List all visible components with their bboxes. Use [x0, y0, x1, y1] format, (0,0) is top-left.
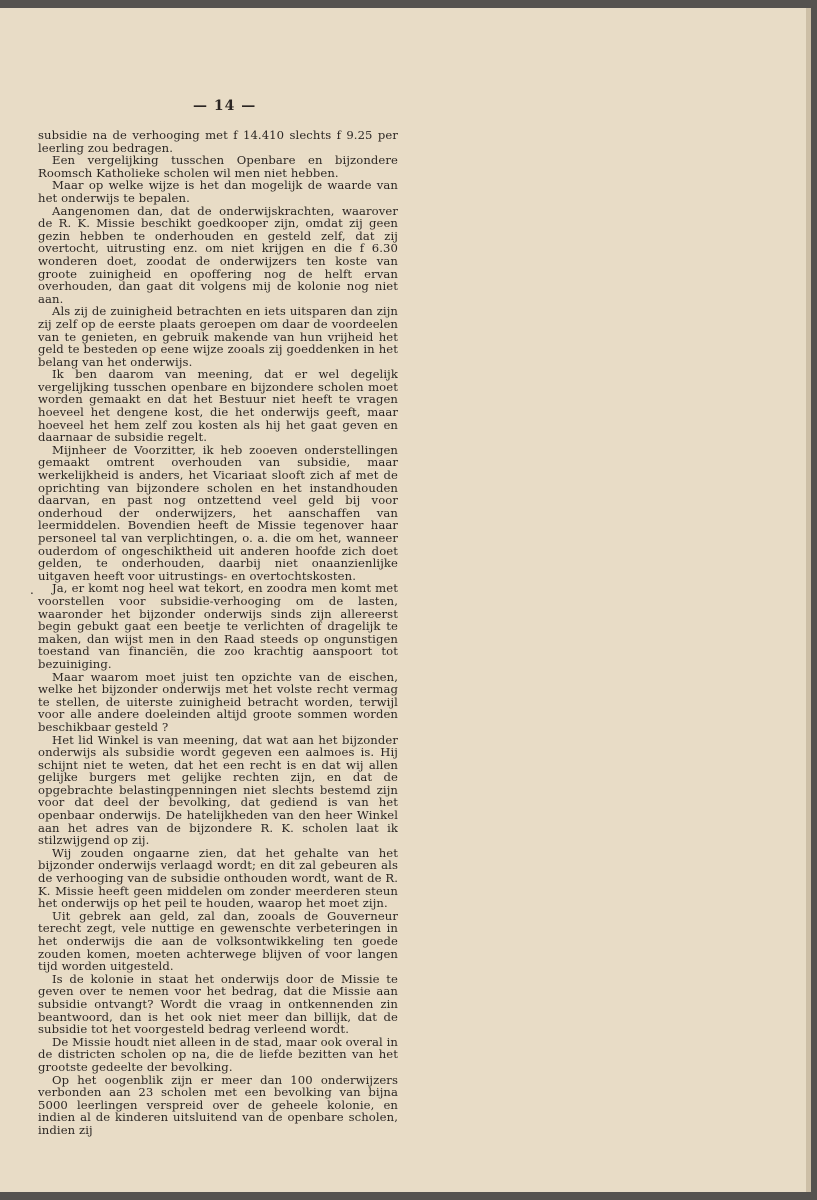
paragraph: Maar waarom moet juist ten opzichte van de eischen, welke het bijzonder onderwijs met het volste recht vermag te stellen, de uiterste zuinigheid betracht worden, terwijl voor alle andere doeleinden altijd groote sommen worden beschikbaar gesteld ? [38, 669, 398, 734]
paragraph: Als zij de zuinigheid betrachten en iets uitsparen dan zijn zij zelf op de eerste plaats geroepen om daar de voordeelen van te genieten, en gebruik makende van hun vrijheid het geld te besteden op eene wijze zooals zij goeddenken in het belang van het onderwijs. [38, 304, 398, 369]
page-number: — 14 — [193, 98, 257, 114]
paragraph: De Missie houdt niet alleen in de stad, maar ook overal in de districten scholen op na, die de liefde bezitten van het grootste gedeelte der bevolking. [38, 1034, 398, 1074]
paragraph: Ik ben daarom van meening, dat er wel degelijk vergelijking tusschen openbare en bijzondere scholen moet worden gemaakt en dat het Bestuur niet heeft te vragen hoeveel het dengene kost, die het onderwijs geeft, maar hoeveel het hem zelf zou kosten als hij het gaat geven en daarnaar de subsidie regelt. [38, 367, 398, 445]
paragraph: Maar op welke wijze is het dan mogelijk de waarde van het onderwijs te bepalen. [38, 178, 398, 205]
document-page [0, 8, 806, 1192]
margin-mark: . [30, 583, 34, 597]
paragraph: Wij zouden ongaarne zien, dat het gehalte van het bijzonder onderwijs verlaagd wordt; en dit zal gebeuren als de verhooging van de subsidie onthouden wordt, want de R. K. Missie heeft geen middelen om zonder meerderen steun het onderwijs op het peil te houden, waarop het moet zijn. [38, 845, 398, 911]
paragraph: Mijnheer de Voorzitter, ik heb zooeven onderstellingen gemaakt omtrent overhouden van subsidie, maar werkelijkheid is anders, het Vicariaat slooft zich af met de oprichting van bijzondere scholen en het instandhouden daarvan, en past nog ontzettend veel geld bij voor onderhoud der onderwijzers, het aanschaffen van leermiddelen. Bovendien heeft de Missie tegenover haar personeel tal van verplichtingen, o. a. die om het, wanneer ouderdom of ongeschiktheid uit anderen hoofde zich doet gelden, te onderhouden, daarbij niet onaanzienlijke uitgaven heeft voor uitrustings- en overtochtskosten. [38, 442, 398, 583]
paragraph: subsidie na de verhooging met f 14.410 slechts f 9.25 per leerling zou bedragen. [38, 128, 398, 155]
paragraph: Ja, er komt nog heel wat tekort, en zoodra men komt met voorstellen voor subsidie-verhooging om de lasten, waaronder het bijzonder onderwijs sinds zijn allereerst begin gebukt gaat een beetje te verlichten of dragelijk te maken, dan wijst men in den Raad steeds op ongunstigen toestand van financiën, die zoo krachtig aanspoort tot bezuiniging. [38, 581, 398, 671]
paragraph: Het lid Winkel is van meening, dat wat aan het bijzonder onderwijs als subsidie wordt gegeven een aalmoes is. Hij schijnt niet te weten, dat het een recht is en dat wij allen gelijke burgers met gelijke rechten zijn, en dat de opgebrachte belastingpenningen niet slechts bestemd zijn voor dat deel der bevolking, dat gediend is van het openbaar onderwijs. De hatelijkheden van den heer Winkel aan het adres van de bijzondere R. K. scholen laat ik stilzwijgend op zij. [38, 732, 398, 848]
body-text [38, 129, 398, 1137]
paragraph: Aangenomen dan, dat de onderwijskrachten, waarover de R. K. Missie beschikt goedkooper zijn, omdat zij geen gezin hebben te onderhouden en gesteld zelf, dat zij overtocht, uitrusting enz. om niet krijgen en die f 6.30 wonderen doet, zoodat de onderwijzers ten koste van groote zuinigheid en opoffering nog de helft ervan overhouden, dan gaat dit volgens mij de kolonie nog niet aan. [38, 203, 398, 306]
paragraph: Uit gebrek aan geld, zal dan, zooals de Gouverneur terecht zegt, vele nuttige en gewenschte verbeteringen in het onderwijs die aan de volksontwikkeling ten goede zouden komen, moeten achterwege blijven of voor langen tijd worden uitgesteld. [38, 908, 398, 974]
page-fold-edge [806, 8, 811, 1192]
paragraph: Is de kolonie in staat het onderwijs door de Missie te geven over te nemen voor het bedrag, dat die Missie aan subsidie ontvangt? Wordt die vraag in ontkennenden zin beantwoord, dan is het ook niet meer dan billijk, dat de subsidie tot het voorgesteld bedrag verleend wordt. [38, 971, 398, 1037]
paragraph: Op het oogenblik zijn er meer dan 100 onderwijzers verbonden aan 23 scholen met een bevolking van bijna 5000 leerlingen verspreid over de geheele kolonie, en indien al de kinderen uitsluitend van de openbare scholen, indien zij [38, 1072, 398, 1137]
paragraph: Een vergelijking tusschen Openbare en bijzondere Roomsch Katholieke scholen wil men niet hebben. [38, 153, 398, 180]
